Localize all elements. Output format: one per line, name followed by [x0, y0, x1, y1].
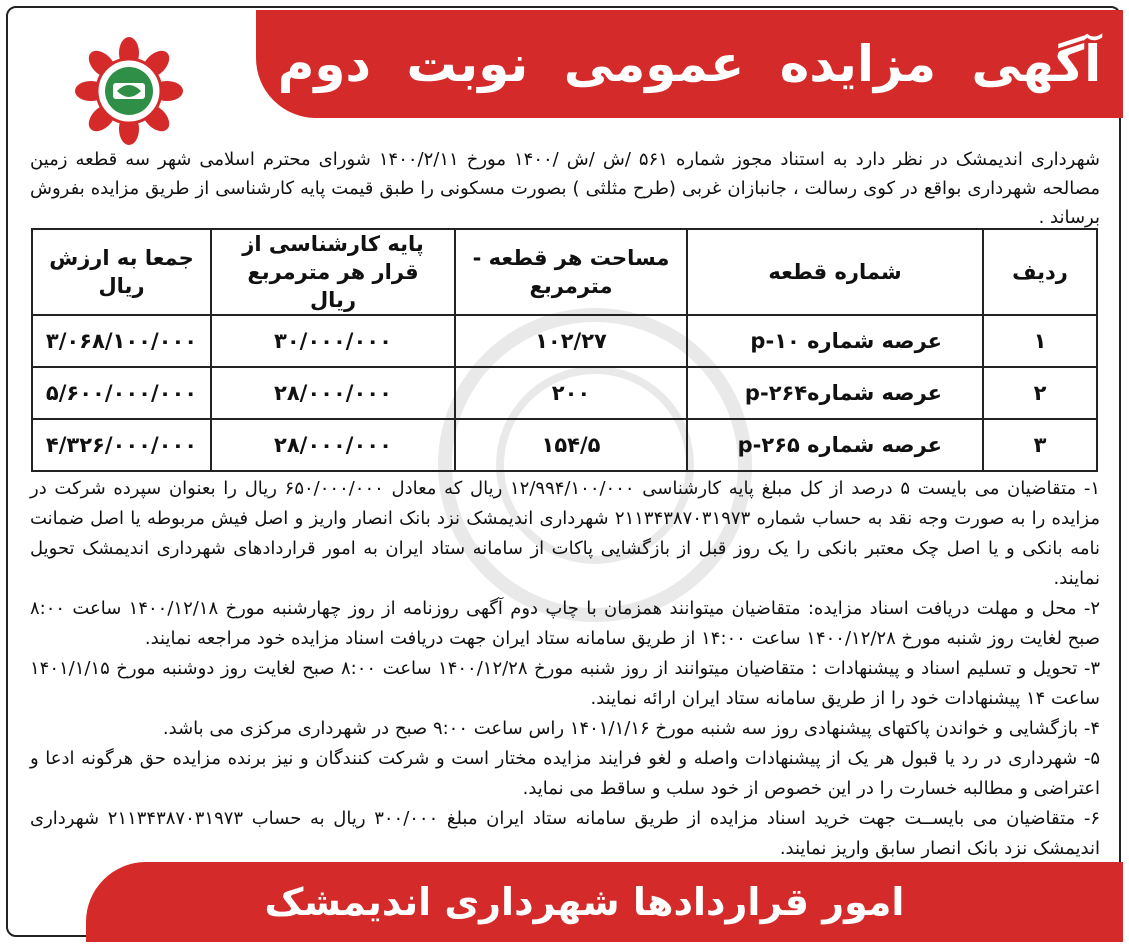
- cell-row-number: ۳: [983, 419, 1097, 471]
- footer-signature: امور قراردادها شهرداری اندیمشک: [264, 880, 905, 924]
- conditions-list: [30, 474, 1100, 864]
- table-row: [32, 419, 1097, 471]
- cell-row-number: ۱: [983, 315, 1097, 367]
- header-area: مساحت هر قطعه - مترمربع: [455, 229, 687, 315]
- cell-total-value: ۵/۶۰۰/۰۰۰/۰۰۰: [32, 367, 211, 419]
- cell-area: ۱۰۲/۲۷: [455, 315, 687, 367]
- condition-item: ۳- تحویل و تسلیم اسناد و پیشنهادات : متقاضیان میتوانند از روز شنبه مورخ ۱۴۰۰/۱۲/۲۸ ساعت ۸:۰۰ صبح لغایت روز دوشنبه مورخ ۱۴۰۱/۱/۱۵ ساعت ۱۴ پیشنهادات خود را از طریق سامانه ستاد ایران ارائه نمایند.: [30, 658, 1100, 709]
- cell-lot-number: عرصه شماره ۲۶۵-p: [687, 419, 983, 471]
- cell-total-value: ۳/۰۶۸/۱۰۰/۰۰۰: [32, 315, 211, 367]
- cell-total-value: ۴/۳۲۶/۰۰۰/۰۰۰: [32, 419, 211, 471]
- cell-area: ۱۵۴/۵: [455, 419, 687, 471]
- header-total-value: جمعا به ارزش ریال: [32, 229, 211, 315]
- cell-base-price: ۲۸/۰۰۰/۰۰۰: [211, 367, 455, 419]
- lots-table: [31, 228, 1098, 472]
- cell-base-price: ۳۰/۰۰۰/۰۰۰: [211, 315, 455, 367]
- notice-title: آگهی مزایده عمومی نوبت دوم: [277, 35, 1102, 93]
- cell-row-number: ۲: [983, 367, 1097, 419]
- condition-item: ۲- محل و مهلت دریافت اسناد مزایده: متقاضیان میتوانند همزمان با چاپ دوم آگهی روزنامه از روز چهارشنبه مورخ ۱۴۰۰/۱۲/۱۸ ساعت ۸:۰۰ صبح لغایت روز شنبه مورخ ۱۴۰۰/۱۲/۲۸ ساعت ۱۴:۰۰ از طریق سامانه ستاد ایران جهت دریافت اسناد مزایده خود مراجعه نمایند.: [30, 598, 1100, 649]
- municipality-emblem-icon: [64, 36, 194, 146]
- condition-item: ۱- متقاضیان می بایست ۵ درصد از کل مبلغ پایه کارشناسی ۱۲/۹۹۴/۱۰۰/۰۰۰ ریال که معادل ۶۵۰/۰۰۰/۰۰۰ ریال را بعنوان سپرده شرکت در مزایده را به صورت وجه نقد به حساب شماره ۲۱۱۳۴۳۸۷۰۳۱۹۷۳ شهرداری اندیمشک نزد بانک انصار واریز و اصل فیش مربوطه یا اصل ضمانت نامه بانکی و یا اصل چک معتبر بانکی را یک روز قبل از بازگشایی پاکات از سامانه ستاد ایران به امور قراردادهای شهرداری اندیمشک تحویل نمایند.: [30, 478, 1101, 589]
- cell-lot-number: عرصه شماره ۱۰-p: [687, 315, 983, 367]
- table-row: [32, 367, 1097, 419]
- table-header-row: [32, 229, 1097, 315]
- condition-item: ۴- بازگشایی و خواندن پاکتهای پیشنهادی روز سه شنبه مورخ ۱۴۰۱/۱/۱۶ راس ساعت ۹:۰۰ صبح در شهرداری مرکزی می باشد.: [162, 718, 1100, 739]
- intro-paragraph: شهرداری اندیمشک در نظر دارد به استناد مجوز شماره ۵۶۱ /ش /ش /۱۴۰۰ مورخ ۱۴۰۰/۲/۱۱ شورای محترم اسلامی شهر سه قطعه زمین مصالحه شهرداری بواقع در کوی رسالت ، جانبازان غربی (طرح مثلثی ) بصورت مسکونی را طبق قیمت پایه کارشناسی از طریق مزایده بفروش برساند .: [30, 149, 1100, 228]
- table-row: [32, 315, 1097, 367]
- header-lot-number: شماره قطعه: [687, 229, 983, 315]
- cell-base-price: ۲۸/۰۰۰/۰۰۰: [211, 419, 455, 471]
- condition-item: ۵- شهرداری در رد یا قبول هر یک از پیشنهادات واصله و لغو فرایند مزایده مختار است و شرکت کنندگان و نیز برنده مزایده حق هرگونه ادعا و اعتراضی و مطالبه خسارت را در این خصوص از خود سلب و ساقط می نماید.: [30, 748, 1100, 799]
- header-row-number: ردیف: [983, 229, 1097, 315]
- cell-area: ۲۰۰: [455, 367, 687, 419]
- header-base-price: پایه کارشناسی از قرار هر مترمربع ریال: [211, 229, 455, 315]
- condition-item: ۶- متقاضیان می بایســت جهت خرید اسناد مزایده از طریق سامانه ستاد ایران مبلغ ۳۰۰/۰۰۰ ریال به حساب ۲۱۱۳۴۳۸۷۰۳۱۹۷۳ شهرداری اندیمشک نزد بانک انصار سابق واریز نمایند.: [30, 808, 1100, 859]
- cell-lot-number: عرصه شماره۲۶۴-p: [687, 367, 983, 419]
